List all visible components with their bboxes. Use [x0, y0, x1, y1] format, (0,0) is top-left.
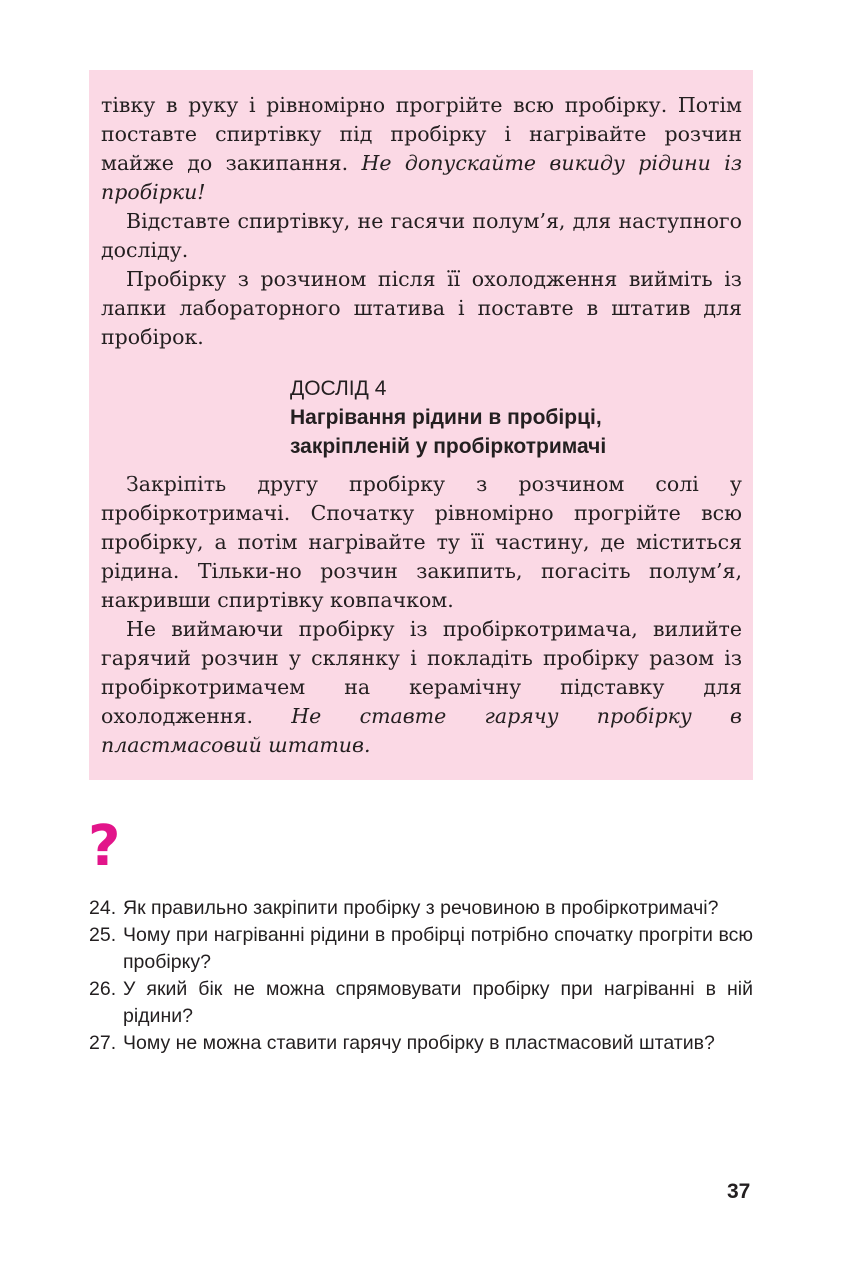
warning-italic-2: Не ставте гарячу пробірку в пластмасовий штатив.: [101, 704, 742, 757]
question-item: [89, 1030, 753, 1057]
question-item: [89, 976, 753, 1030]
question-number: 25.: [89, 924, 117, 946]
block2-paragraph-2: Не виймаючи пробірку із пробіркотримача, вилийте гарячий розчин у склянку і покладіть пробірку разом із пробіркотримачем на керамічну підставку для охолодження. Не ставте гарячу пробірку в пластмасовий штатив.: [101, 617, 742, 757]
experiment-title-line-1: Нагрівання рідини в пробірці,: [290, 406, 602, 429]
experiment-heading: [290, 374, 730, 461]
question-item: [89, 922, 753, 976]
block1-paragraph-2: Відставте спиртівку, не гасячи полум’я, для наступного досліду.: [101, 209, 742, 262]
experiment-title-line-2: закріпленій у пробіркотримачі: [290, 435, 607, 458]
questions-list: [89, 895, 753, 1057]
warning-italic: Не допускайте викиду рідини із пробірки!: [101, 151, 742, 204]
question-text: Як правильно закріпити пробірку з речовиною в пробіркотримачі?: [123, 897, 719, 919]
experiment-label: ДОСЛІД 4: [290, 377, 387, 400]
block2-paragraph-1: Закріпіть другу пробірку з розчином солі у пробіркотримачі. Спочатку рівномірно прогрійте всю пробірку, а потім нагрівайте ту її частину, де міститься рідина. Тільки-но розчин закипить, погасіть полум’я, накривши спиртівку ковпачком.: [101, 472, 742, 612]
block1-paragraph-1: тівку в руку і рівномірно прогрійте всю пробірку. Потім поставте спиртівку під пробірку і нагрівайте розчин майже до закипання. Не допускайте викиду рідини із пробірки!: [101, 93, 742, 204]
question-text: Чому при нагріванні рідини в пробірці потрібно спочатку прогріти всю пробірку?: [123, 924, 753, 973]
block2-text: [101, 470, 742, 760]
question-number: 26.: [89, 978, 117, 1000]
block1-paragraph-3: Пробірку з розчином після її охолодження вийміть із лапки лабораторного штатива і поставте в штатив для пробірок.: [101, 267, 742, 349]
question-text: Чому не можна ставити гарячу пробірку в пластмасовий штатив?: [123, 1032, 715, 1054]
question-text: У який бік не можна спрямовувати пробірку при нагріванні в ній рідини?: [123, 978, 753, 1027]
question-number: 27.: [89, 1032, 117, 1054]
question-number: 24.: [89, 897, 117, 919]
page-number: 37: [727, 1180, 751, 1203]
question-mark-icon: ?: [88, 814, 121, 879]
block1-text: [101, 91, 742, 352]
question-item: [89, 895, 753, 922]
